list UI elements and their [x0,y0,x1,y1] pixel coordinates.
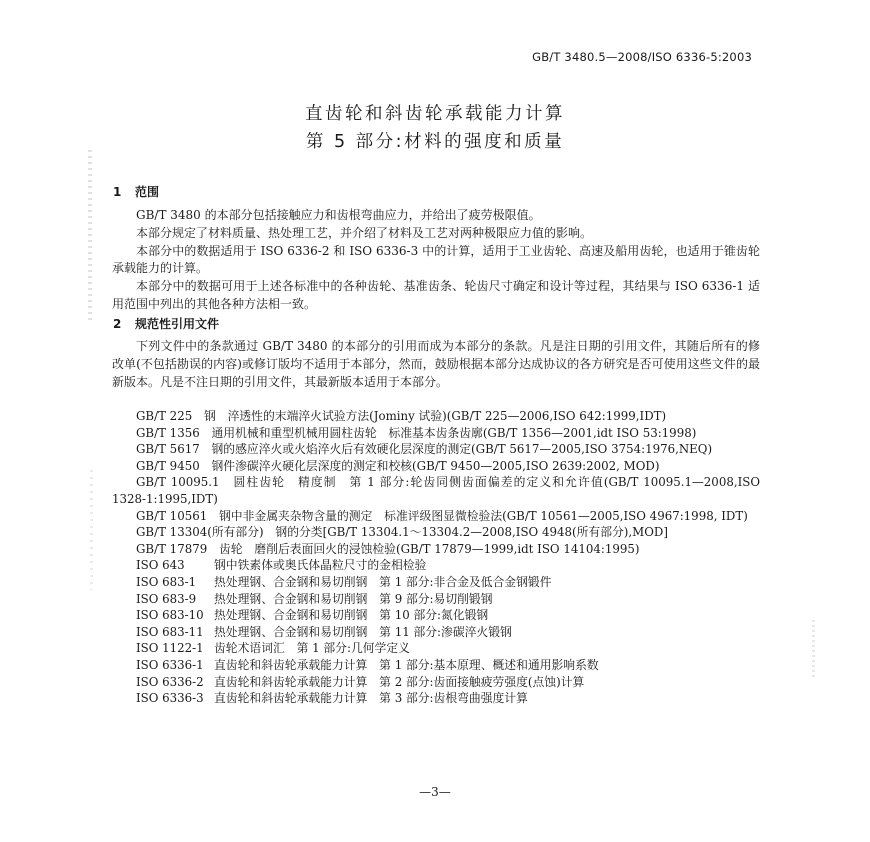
reference-title: 热处理钢、合金钢和易切削钢 第 9 部分:易切削锻钢 [214,591,493,606]
reference-item [112,657,760,674]
reference-item [112,607,760,624]
reference-code: ISO 6336-3 [136,691,204,706]
reference-title: 直齿轮和斜齿轮承载能力计算 第 1 部分:基本原理、概述和通用影响系数 [214,657,599,672]
scan-noise [812,620,815,680]
reference-item: GB/T 5617 钢的感应淬火或火焰淬火后有效硬化层深度的测定(GB/T 5617—2005,ISO 3754:1976,NEQ) [136,442,713,457]
section-1-body [112,207,760,314]
scan-noise [90,470,93,590]
document-title: 直齿轮和斜齿轮承载能力计算 [305,104,565,124]
reference-code: ISO 683-9 [136,591,197,606]
document-subtitle: 第 5 部分:材料的强度和质量 [305,132,565,152]
reference-code: ISO 683-10 [136,608,204,623]
reference-code: ISO 6336-2 [136,674,204,689]
reference-title: 热处理钢、合金钢和易切削钢 第 1 部分:非合金及低合金钢锻件 [214,574,552,589]
section-title: 规范性引用文件 [135,317,220,331]
reference-code: ISO 683-1 [136,574,197,589]
reference-title: 直齿轮和斜齿轮承载能力计算 第 3 部分:齿根弯曲强度计算 [214,691,528,706]
reference-item [112,690,760,707]
normative-references-list [112,408,760,707]
reference-item: GB/T 13304(所有部分) 钢的分类[GB/T 13304.1～13304.2—2008,ISO 4948(所有部分),MOD] [136,525,668,540]
reference-title: 热处理钢、合金钢和易切削钢 第 10 部分:氮化锻钢 [214,608,489,623]
paragraph: 本部分中的数据可用于上述各标准中的各种齿轮、基准齿条、轮齿尺寸确定和设计等过程，其结果与 ISO 6336-1 适用范围中列出的其他各种方法相一致。 [112,279,760,311]
reference-item: GB/T 10561 钢中非金属夹杂物含量的测定 标准评级图显微检验法(GB/T 10561—2005,ISO 4967:1998, IDT) [136,508,748,523]
section-2-intro [112,338,760,391]
paragraph: 本部分中的数据适用于 ISO 6336-2 和 ISO 6336-3 中的计算，适用于工业齿轮、高速及船用齿轮，也适用于锥齿轮承载能力的计算。 [112,243,760,276]
reference-item [112,591,760,608]
reference-title: 直齿轮和斜齿轮承载能力计算 第 2 部分:齿面接触疲劳强度(点蚀)计算 [214,674,585,689]
reference-code: ISO 1122-1 [136,641,204,656]
reference-code: ISO 6336-1 [136,657,204,672]
reference-item: GB/T 1356 通用机械和重型机械用圆柱齿轮 标准基本齿条齿廓(GB/T 1356—2001,idt ISO 53:1998) [136,425,697,440]
reference-item [112,674,760,691]
standard-number-header: GB/T 3480.5—2008/ISO 6336-5:2003 [532,50,752,64]
section-1-heading [113,183,159,200]
reference-item: GB/T 10095.1 圆柱齿轮 精度制 第 1 部分:轮齿同侧齿面偏差的定义和允许值(GB/T 10095.1—2008,ISO 1328-1:1995,IDT) [112,475,760,506]
paragraph: GB/T 3480 的本部分包括接触应力和齿根弯曲应力，并给出了疲劳极限值。 [136,208,541,222]
reference-item [112,640,760,657]
reference-title: 齿轮术语词汇 第 1 部分:几何学定义 [214,641,410,656]
reference-title: 热处理钢、合金钢和易切削钢 第 11 部分:渗碳淬火锻钢 [214,624,512,639]
reference-title: 钢中铁素体或奥氏体晶粒尺寸的金相检验 [214,558,427,573]
reference-item [112,624,760,641]
page-number: —3— [419,785,451,799]
reference-item: GB/T 225 钢 淬透性的末端淬火试验方法(Jominy 试验)(GB/T 225—2006,ISO 642:1999,IDT) [136,409,667,423]
paragraph: 本部分规定了材料质量、热处理工艺，并介绍了材料及工艺对两种极限应力值的影响。 [136,225,593,240]
reference-item [112,557,760,574]
reference-item: GB/T 9450 钢件渗碳淬火硬化层深度的测定和校核(GB/T 9450—2005,ISO 2639:2002, MOD) [136,458,660,473]
section-2-heading [113,315,219,332]
paragraph: 下列文件中的条款通过 GB/T 3480 的本部分的引用而成为本部分的条款。凡是注日期的引用文件，其随后所有的修改单(不包括勘误的内容)或修订版均不适用于本部分，然而，鼓励根据本部分达成协议的各方研究是否可使用这些文件的最新版本。凡是不注日期的引用文件，其最新版本适用于本部分。 [112,339,760,389]
section-number: 2 [113,317,122,331]
reference-code: ISO 643 [136,558,185,573]
reference-code: ISO 683-11 [136,624,204,639]
section-title: 范围 [135,185,160,199]
reference-item [112,574,760,591]
scan-noise [88,150,92,320]
section-number: 1 [113,185,122,199]
reference-item: GB/T 17879 齿轮 磨削后表面回火的浸蚀检验(GB/T 17879—1999,idt ISO 14104:1995) [136,541,640,556]
